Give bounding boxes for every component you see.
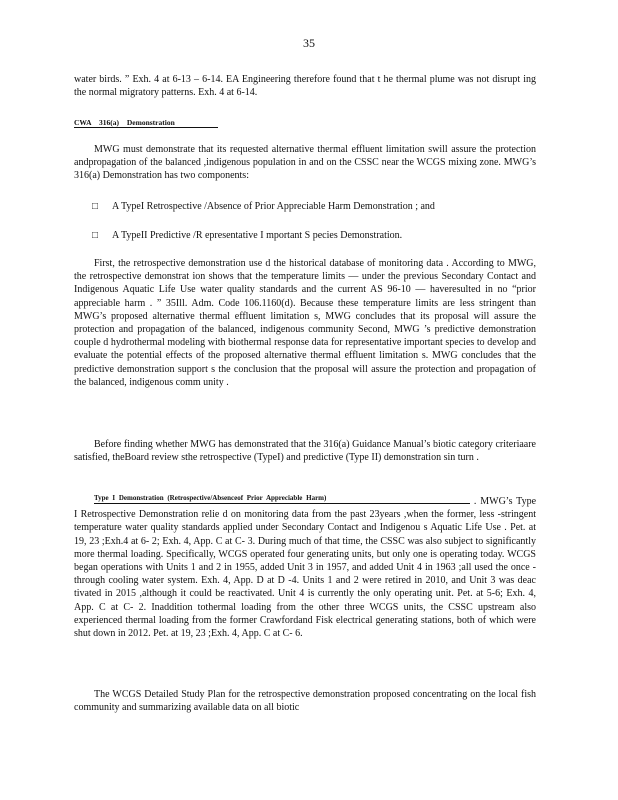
- paragraph-1: MWG must demonstrate that its requested alternative thermal effluent limitation swill assure the protection andpropagation of the balanced ,indigenous population in and on the CSSC near the WCGS mixing zone. MWG’s 316(a) Demonstration has two components:: [74, 144, 536, 182]
- paragraph-intro: water birds. ” Exh. 4 at 6-13 – 6-14. EA Engineering therefore found that t he thermal plume was not disrupt ing the normal migratory patterns. Exh. 4 at 6-14.: [74, 74, 536, 99]
- paragraph-2: First, the retrospective demonstration use d the historical database of monitoring data . According to MWG, the retrospective demonstrat ion shows that the temperature limits — under the previous Secondary Contact and Indigenous Aquatic Life Use water quality standards and the current AS 96-10 — haveresulted in no “prior appreciable harm . ” 35Ill. Adm. Code 106.1160(d). Because these temperature limits are less stringent than MWG’s proposed alternative thermal effluent limitation s, MWG concludes that its proposal will assure the protection and propagation of the balanced, indigenous community Second, MWG ’s predictive demonstration couple d hydrothermal modeling with biothermal response data for representative important species to develop and evaluate the potential effects of the proposed alternative thermal effluent limitation s. MWG concludes that the predictive demonstration support s the conclusion that the proposal will assure the protection and propagation of the balanced, indigenous comm unity .: [74, 258, 536, 388]
- paragraph-4-body: . MWG’s Type I Retrospective Demonstration relie d on monitoring data from the past 23years ,when the former, less -stringent temperature water quality standards applied under Secondary Contact and Indigenou s Aquatic Life Use . Pet. at 19, 23 ;Exh.4 at 6- 2; Exh. 4, App. C at C- 3. During much of that time, the CSSC was also subject to significantly more thermal loading. Specifically, WCGS operated four generating units, but only one is operating today. WCGS began operations with Units 1 and 2 in 1955, added Unit 3 in 1957, and added Unit 4 in 1963 ;all used the once - through cooling water system. Exh. 4, App. D at D -4. Units 1 and 2 were retired in 2010, and Unit 3 was deac tivated in 2015 ,although it could be reactivated. Unit 4 is currently the only operating unit. Pet. at 5-6; Exh. 4, App. C at C- 2. Inaddition tothermal loading from the other three WCGS units, the CSSC upstream also experienced thermal loading from the former Crawfordand Fisk electrical generating stations, both of which were shut down in 2012. Pet. at 19, 23 ;Exh. 4, App. C at C- 6.: [74, 496, 537, 640]
- subsection-heading: Type I Demonstration (Retrospective/Absenceof Prior Appreciable Harm): [94, 494, 470, 504]
- bullet-text: A TypeI Retrospective /Absence of Prior Appreciable Harm Demonstration ; and: [112, 201, 435, 212]
- paragraph-4: [74, 494, 536, 640]
- bullet-item-2: [92, 229, 402, 242]
- bullet-item-1: [92, 200, 435, 213]
- bullet-text: A TypeII Predictive /R epresentative I mportant S pecies Demonstration.: [112, 230, 403, 241]
- page-number: 35: [303, 36, 315, 50]
- paragraph-5: The WCGS Detailed Study Plan for the retrospective demonstration proposed concentrating on the local fish community and summarizing available data on all biotic: [74, 689, 536, 714]
- bullet-checkbox-icon: □: [92, 230, 99, 241]
- paragraph-3: Before finding whether MWG has demonstrated that the 316(a) Guidance Manual’s biotic category criteriaare satisfied, theBoard review sthe retrospective (TypeI) and predictive (Type II) demonstration sin turn .: [74, 439, 536, 464]
- bullet-checkbox-icon: □: [92, 201, 99, 212]
- section-heading: CWA 316(a) Demonstration: [74, 118, 218, 128]
